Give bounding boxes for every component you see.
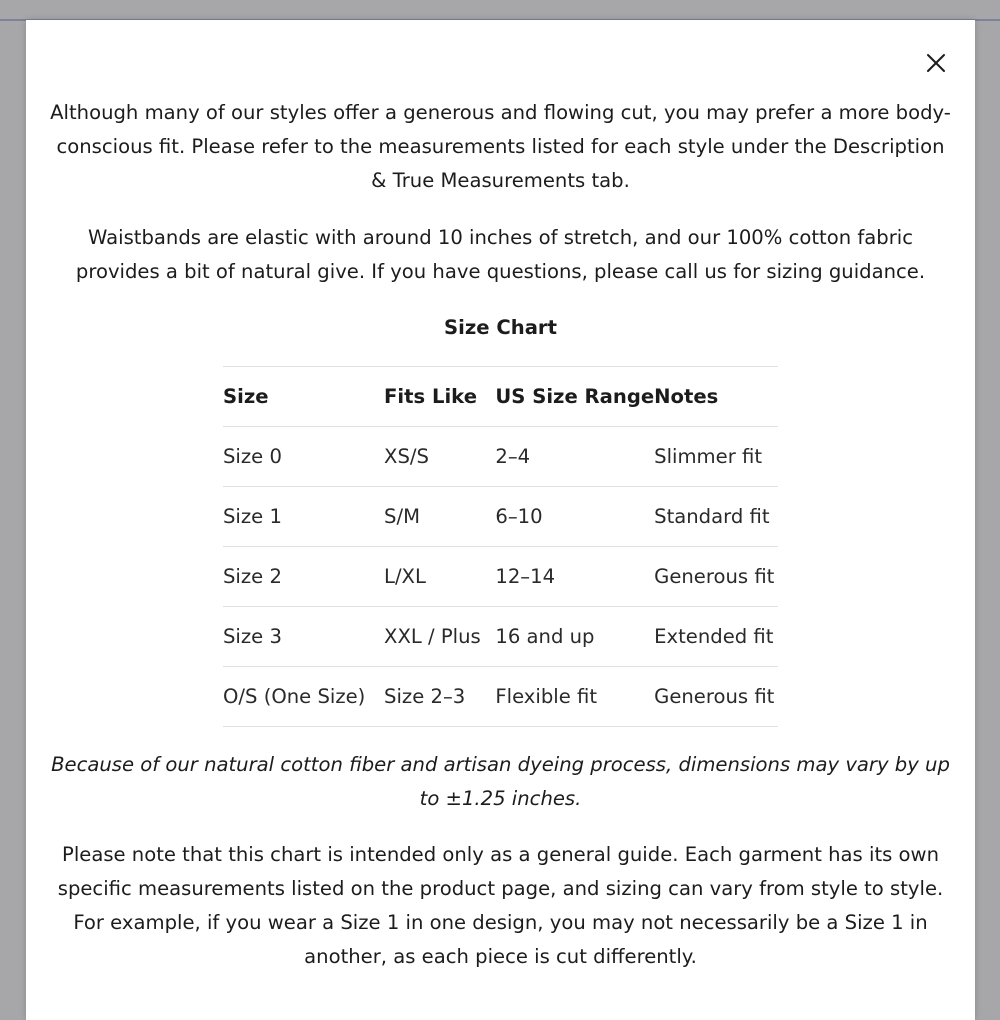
table-cell: 16 and up: [495, 607, 654, 667]
table-cell: Generous fit: [654, 547, 778, 607]
table-cell: Generous fit: [654, 667, 778, 727]
variance-note: Because of our natural cotton fiber and artisan dyeing process, dimensions may vary by up to ±1.25 inches.: [51, 753, 950, 810]
header-us-size-range: US Size Range: [495, 367, 654, 427]
size-chart-table: [223, 366, 778, 727]
table-row: [223, 487, 778, 547]
table-cell: 2–4: [495, 427, 654, 487]
header-notes: Notes: [654, 367, 778, 427]
header-fits-like: Fits Like: [384, 367, 495, 427]
table-cell: Size 0: [223, 427, 384, 487]
table-cell: Size 2: [223, 547, 384, 607]
table-cell: Size 3: [223, 607, 384, 667]
table-cell: O/S (One Size): [223, 667, 384, 727]
close-button[interactable]: [921, 48, 951, 78]
table-cell: XXL / Plus: [384, 607, 495, 667]
header-size: Size: [223, 367, 384, 427]
table-cell: 6–10: [495, 487, 654, 547]
size-guide-modal: [26, 20, 975, 1020]
table-row: [223, 667, 778, 727]
table-cell: L/XL: [384, 547, 495, 607]
intro-paragraph: Although many of our styles offer a generous and flowing cut, you may prefer a more body-conscious fit. Please refer to the measurements listed for each style under the Description & True Measurements tab.: [50, 101, 951, 192]
table-cell: Size 2–3: [384, 667, 495, 727]
table-cell: Slimmer fit: [654, 427, 778, 487]
table-cell: XS/S: [384, 427, 495, 487]
table-cell: Flexible fit: [495, 667, 654, 727]
size-chart-title: Size Chart: [444, 316, 557, 339]
close-icon: [921, 48, 951, 78]
table-cell: S/M: [384, 487, 495, 547]
waistband-paragraph: Waistbands are elastic with around 10 inches of stretch, and our 100% cotton fabric provides a bit of natural give. If you have questions, please call us for sizing guidance.: [75, 226, 926, 283]
table-row: [223, 547, 778, 607]
table-cell: Size 1: [223, 487, 384, 547]
guide-paragraph: Please note that this chart is intended only as a general guide. Each garment has its own specific measurements listed on the product page, and sizing can vary from style to style. For example, if you wear a Size 1 in one design, you may not necessarily be a Size 1 in another, as each piece is cut differently.: [57, 843, 944, 968]
table-cell: 12–14: [495, 547, 654, 607]
table-cell: Extended fit: [654, 607, 778, 667]
table-row: [223, 427, 778, 487]
table-row: [223, 607, 778, 667]
table-header-row: [223, 367, 778, 427]
table-cell: Standard fit: [654, 487, 778, 547]
